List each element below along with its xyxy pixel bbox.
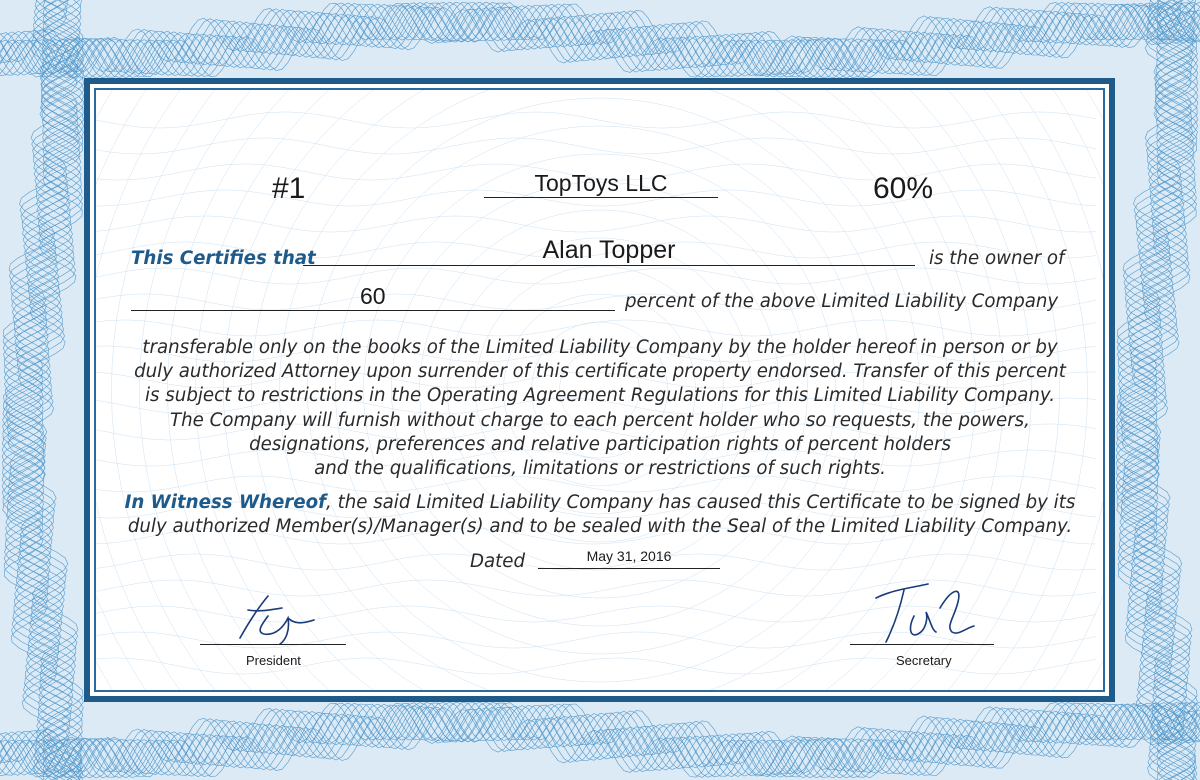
secretary-line (850, 644, 994, 645)
date-line (538, 568, 720, 569)
president-label: President (246, 653, 301, 668)
company-name: TopToys LLC (534, 170, 668, 196)
witness-label: In Witness Whereof (124, 492, 326, 513)
witness-line-2: duly authorized Member(s)/Manager(s) and to be sealed with the Seal of the Limited Liability Company. (127, 516, 1073, 538)
certifies-label: This Certifies that (131, 248, 316, 269)
secretary-label: Secretary (896, 653, 952, 668)
owner-suffix: is the owner of (929, 248, 1065, 269)
certificate-body-text (110, 336, 1090, 481)
owner-name: Alan Topper (542, 236, 676, 264)
president-line (200, 644, 346, 645)
percent-value-line (131, 310, 615, 311)
witness-line-1 (110, 491, 1090, 515)
secretary-signature (870, 578, 980, 648)
body-line: designations, preferences and relative participation rights of percent holders (249, 433, 951, 455)
percent-suffix: percent of the above Limited Liability Company (625, 291, 1059, 312)
body-line: is subject to restrictions in the Operating Agreement Regulations for this Limited Liability Company. (145, 385, 1055, 407)
body-line: transferable only on the books of the Limited Liability Company by the holder hereof in person or by (142, 337, 1058, 358)
president-signature (228, 590, 338, 646)
company-name-line (484, 197, 718, 198)
percent-header: 60% (873, 172, 934, 205)
date-value: May 31, 2016 (586, 548, 672, 564)
body-line: The Company will furnish without charge to each percent holder who so requests, the powers, (170, 409, 1030, 431)
percent-value: 60 (360, 283, 386, 309)
body-line: duly authorized Attorney upon surrender of this certificate property endorsed. Transfer of this percent (134, 361, 1066, 383)
body-line: and the qualifications, limitations or restrictions of such rights. (314, 458, 886, 480)
witness-text (110, 491, 1090, 539)
witness-line-1-rest: , the said Limited Liability Company has caused this Certificate to be signed by its (326, 492, 1076, 513)
dated-label: Dated (470, 551, 526, 572)
owner-name-line (303, 265, 915, 266)
certificate-number: #1 (272, 172, 306, 205)
